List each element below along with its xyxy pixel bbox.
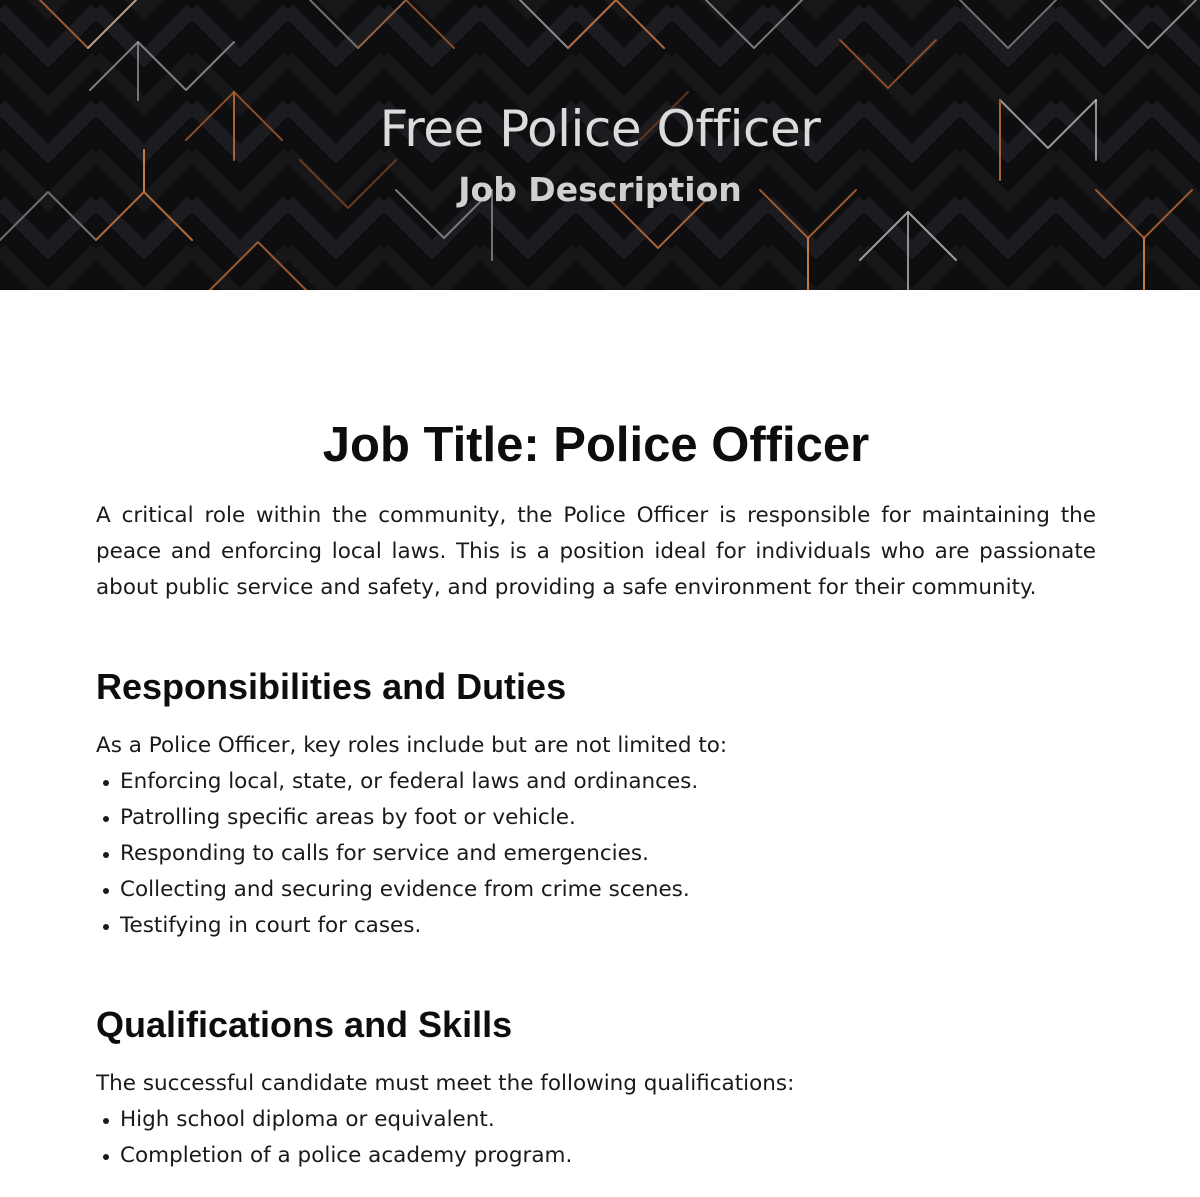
list-item [96, 908, 1096, 944]
banner-title: Free Police Officer [379, 100, 821, 158]
list-item [96, 764, 1096, 800]
qualifications-list [96, 1102, 1096, 1174]
list-item [96, 872, 1096, 908]
bullet-icon [103, 816, 109, 822]
responsibilities-heading: Responsibilities and Duties [96, 666, 567, 707]
list-item-text: Collecting and securing evidence from crime scenes. [120, 877, 690, 902]
responsibilities-lead: As a Police Officer, key roles include but are not limited to: [96, 733, 728, 758]
list-item [96, 800, 1096, 836]
list-item-text: Completion of a police academy program. [120, 1143, 573, 1168]
list-item [96, 1102, 1096, 1138]
bullet-icon [103, 1154, 109, 1160]
intro-paragraph: A critical role within the community, the Police Officer is responsible for maintaining the peace and enforcing local laws. This is a position ideal for individuals who are passionate about public service and safety, and providing a safe environment for their community. [96, 503, 1096, 600]
document-body [96, 415, 1096, 1174]
header-banner [0, 0, 1200, 290]
bullet-icon [103, 780, 109, 786]
bullet-icon [103, 888, 109, 894]
list-item-text: Responding to calls for service and emergencies. [120, 841, 649, 866]
job-title-heading: Job Title: Police Officer [322, 418, 870, 472]
banner-subtitle: Job Description [458, 170, 742, 209]
bullet-icon [103, 852, 109, 858]
bullet-icon [103, 1118, 109, 1124]
list-item [96, 836, 1096, 872]
list-item [96, 1138, 1096, 1174]
qualifications-lead: The successful candidate must meet the following qualifications: [96, 1071, 795, 1096]
list-item-text: Patrolling specific areas by foot or vehicle. [120, 805, 576, 830]
qualifications-heading: Qualifications and Skills [96, 1004, 513, 1045]
bullet-icon [103, 924, 109, 930]
list-item-text: Testifying in court for cases. [120, 913, 422, 938]
list-item-text: High school diploma or equivalent. [120, 1107, 495, 1132]
list-item-text: Enforcing local, state, or federal laws and ordinances. [120, 769, 699, 794]
responsibilities-list [96, 764, 1096, 944]
